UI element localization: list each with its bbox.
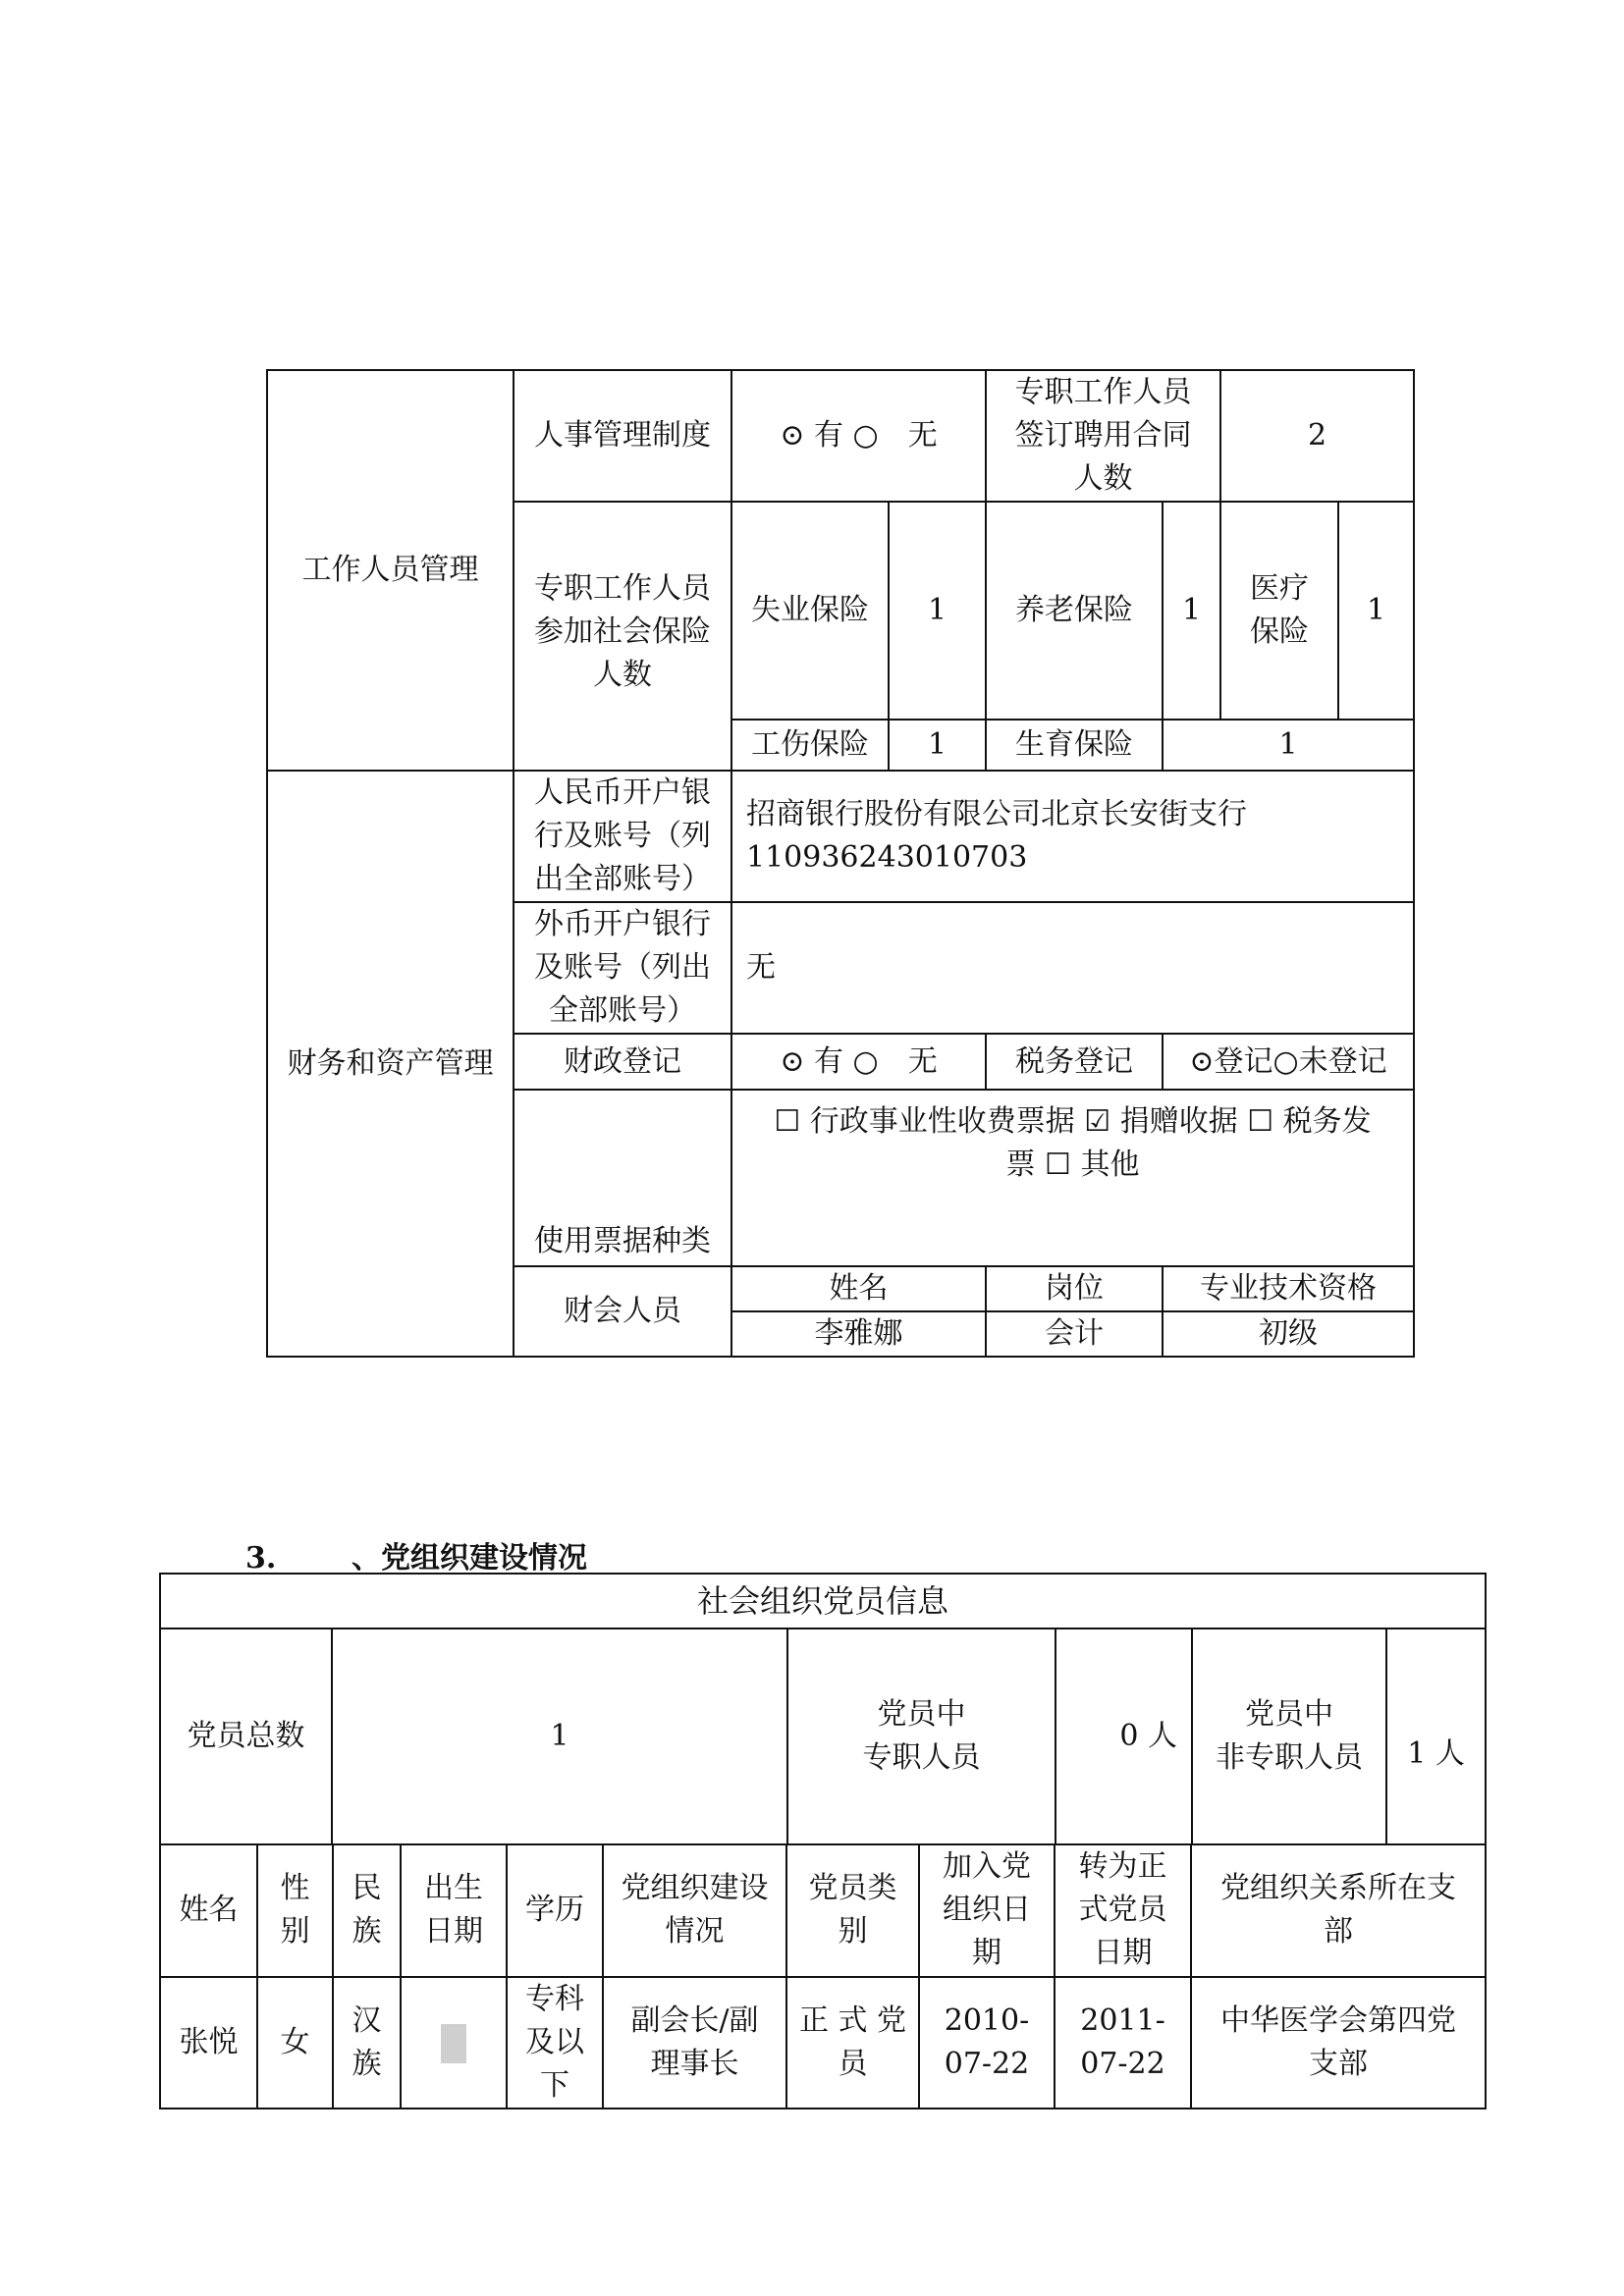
rmb-bank-value: 招商银行股份有限公司北京长安街支行 110936243010703 xyxy=(731,771,1414,902)
tax-registration-radio: ⊙登记○未登记 xyxy=(1163,1034,1414,1090)
hr-system-label: 人事管理制度 xyxy=(514,370,731,502)
injury-insurance-label: 工伤保险 xyxy=(731,720,889,771)
member-header-name: 姓名 xyxy=(160,1843,257,1977)
party-section-title: 、党组织建设情况 xyxy=(352,1541,587,1575)
party-fulltime-label: 党员中 专职人员 xyxy=(787,1629,1056,1844)
unemployment-insurance-value: 1 xyxy=(889,502,986,720)
maternity-insurance-label: 生育保险 xyxy=(986,720,1163,771)
member-header-birthdate: 出生 日期 xyxy=(401,1843,507,1977)
contract-count-value: 2 xyxy=(1220,370,1414,502)
party-fulltime-value: 0 人 xyxy=(1056,1629,1192,1844)
member-birthdate xyxy=(401,1977,507,2109)
member-header-join-date: 加入党 组织日 期 xyxy=(919,1843,1055,1977)
accountant-header-post: 岗位 xyxy=(986,1266,1163,1311)
member-type: 正 式 党 员 xyxy=(786,1977,919,2109)
staff-management-section-label: 工作人员管理 xyxy=(267,370,514,771)
member-org-status: 副会长/副 理事长 xyxy=(603,1977,786,2109)
tax-registration-label: 税务登记 xyxy=(986,1034,1163,1090)
member-ethnicity: 汉 族 xyxy=(333,1977,401,2109)
table-row xyxy=(160,1977,1486,2109)
pension-insurance-label: 养老保险 xyxy=(986,502,1163,720)
party-parttime-value: 1 人 xyxy=(1386,1629,1486,1844)
member-header-ethnicity: 民 族 xyxy=(333,1843,401,1977)
member-header-formal-date: 转为正 式党员 日期 xyxy=(1055,1843,1191,1977)
party-summary-table xyxy=(159,1573,1487,1845)
party-table-title: 社会组织党员信息 xyxy=(160,1574,1486,1629)
accountant-label: 财会人员 xyxy=(514,1266,731,1357)
receipt-types-label: 使用票据种类 xyxy=(514,1090,731,1266)
medical-insurance-label: 医疗 保险 xyxy=(1220,502,1338,720)
party-total-label: 党员总数 xyxy=(160,1629,332,1844)
rmb-bank-label: 人民币开户银 行及账号（列 出全部账号） xyxy=(514,771,731,902)
accountant-post: 会计 xyxy=(986,1311,1163,1357)
member-gender: 女 xyxy=(257,1977,333,2109)
party-total-value: 1 xyxy=(332,1629,787,1844)
member-header-member-type: 党员类 别 xyxy=(786,1843,919,1977)
member-formal-date: 2011- 07-22 xyxy=(1055,1977,1191,2109)
finance-section-label: 财务和资产管理 xyxy=(267,771,514,1357)
injury-insurance-value: 1 xyxy=(889,720,986,771)
hr-system-radio: ⊙ 有 ○ 无 xyxy=(731,370,986,502)
fx-bank-value: 无 xyxy=(731,902,1414,1034)
member-header-branch: 党组织关系所在支 部 xyxy=(1191,1843,1486,1977)
accountant-qualification: 初级 xyxy=(1163,1311,1414,1357)
party-section-number: 3. xyxy=(245,1541,277,1575)
member-join-date: 2010- 07-22 xyxy=(919,1977,1055,2109)
fiscal-registration-radio: ⊙ 有 ○ 无 xyxy=(731,1034,986,1090)
accountant-header-qualification: 专业技术资格 xyxy=(1163,1266,1414,1311)
contract-count-label: 专职工作人员 签订聘用合同 人数 xyxy=(986,370,1220,502)
staff-finance-table xyxy=(266,369,1415,1358)
member-header-gender: 性 别 xyxy=(257,1843,333,1977)
pension-insurance-value: 1 xyxy=(1163,502,1220,720)
medical-insurance-value: 1 xyxy=(1338,502,1414,720)
fx-bank-label: 外币开户银行 及账号（列出 全部账号） xyxy=(514,902,731,1034)
receipt-types-checkboxes: ☐ 行政事业性收费票据 ☑ 捐赠收据 ☐ 税务发 票 ☐ 其他 xyxy=(731,1090,1414,1266)
party-parttime-label: 党员中 非专职人员 xyxy=(1192,1629,1386,1844)
accountant-header-name: 姓名 xyxy=(731,1266,986,1311)
member-header-org-status: 党组织建设 情况 xyxy=(603,1843,786,1977)
social-insurance-label: 专职工作人员 参加社会保险 人数 xyxy=(514,502,731,771)
party-section-heading xyxy=(245,1533,587,1576)
accountant-name: 李雅娜 xyxy=(731,1311,986,1357)
redaction-mark xyxy=(441,2024,466,2063)
member-name: 张悦 xyxy=(160,1977,257,2109)
fiscal-registration-label: 财政登记 xyxy=(514,1034,731,1090)
party-members-table xyxy=(159,1843,1487,2109)
member-education: 专科 及以 下 xyxy=(507,1977,603,2109)
maternity-insurance-value: 1 xyxy=(1163,720,1414,771)
unemployment-insurance-label: 失业保险 xyxy=(731,502,889,720)
member-header-education: 学历 xyxy=(507,1843,603,1977)
member-branch: 中华医学会第四党 支部 xyxy=(1191,1977,1486,2109)
